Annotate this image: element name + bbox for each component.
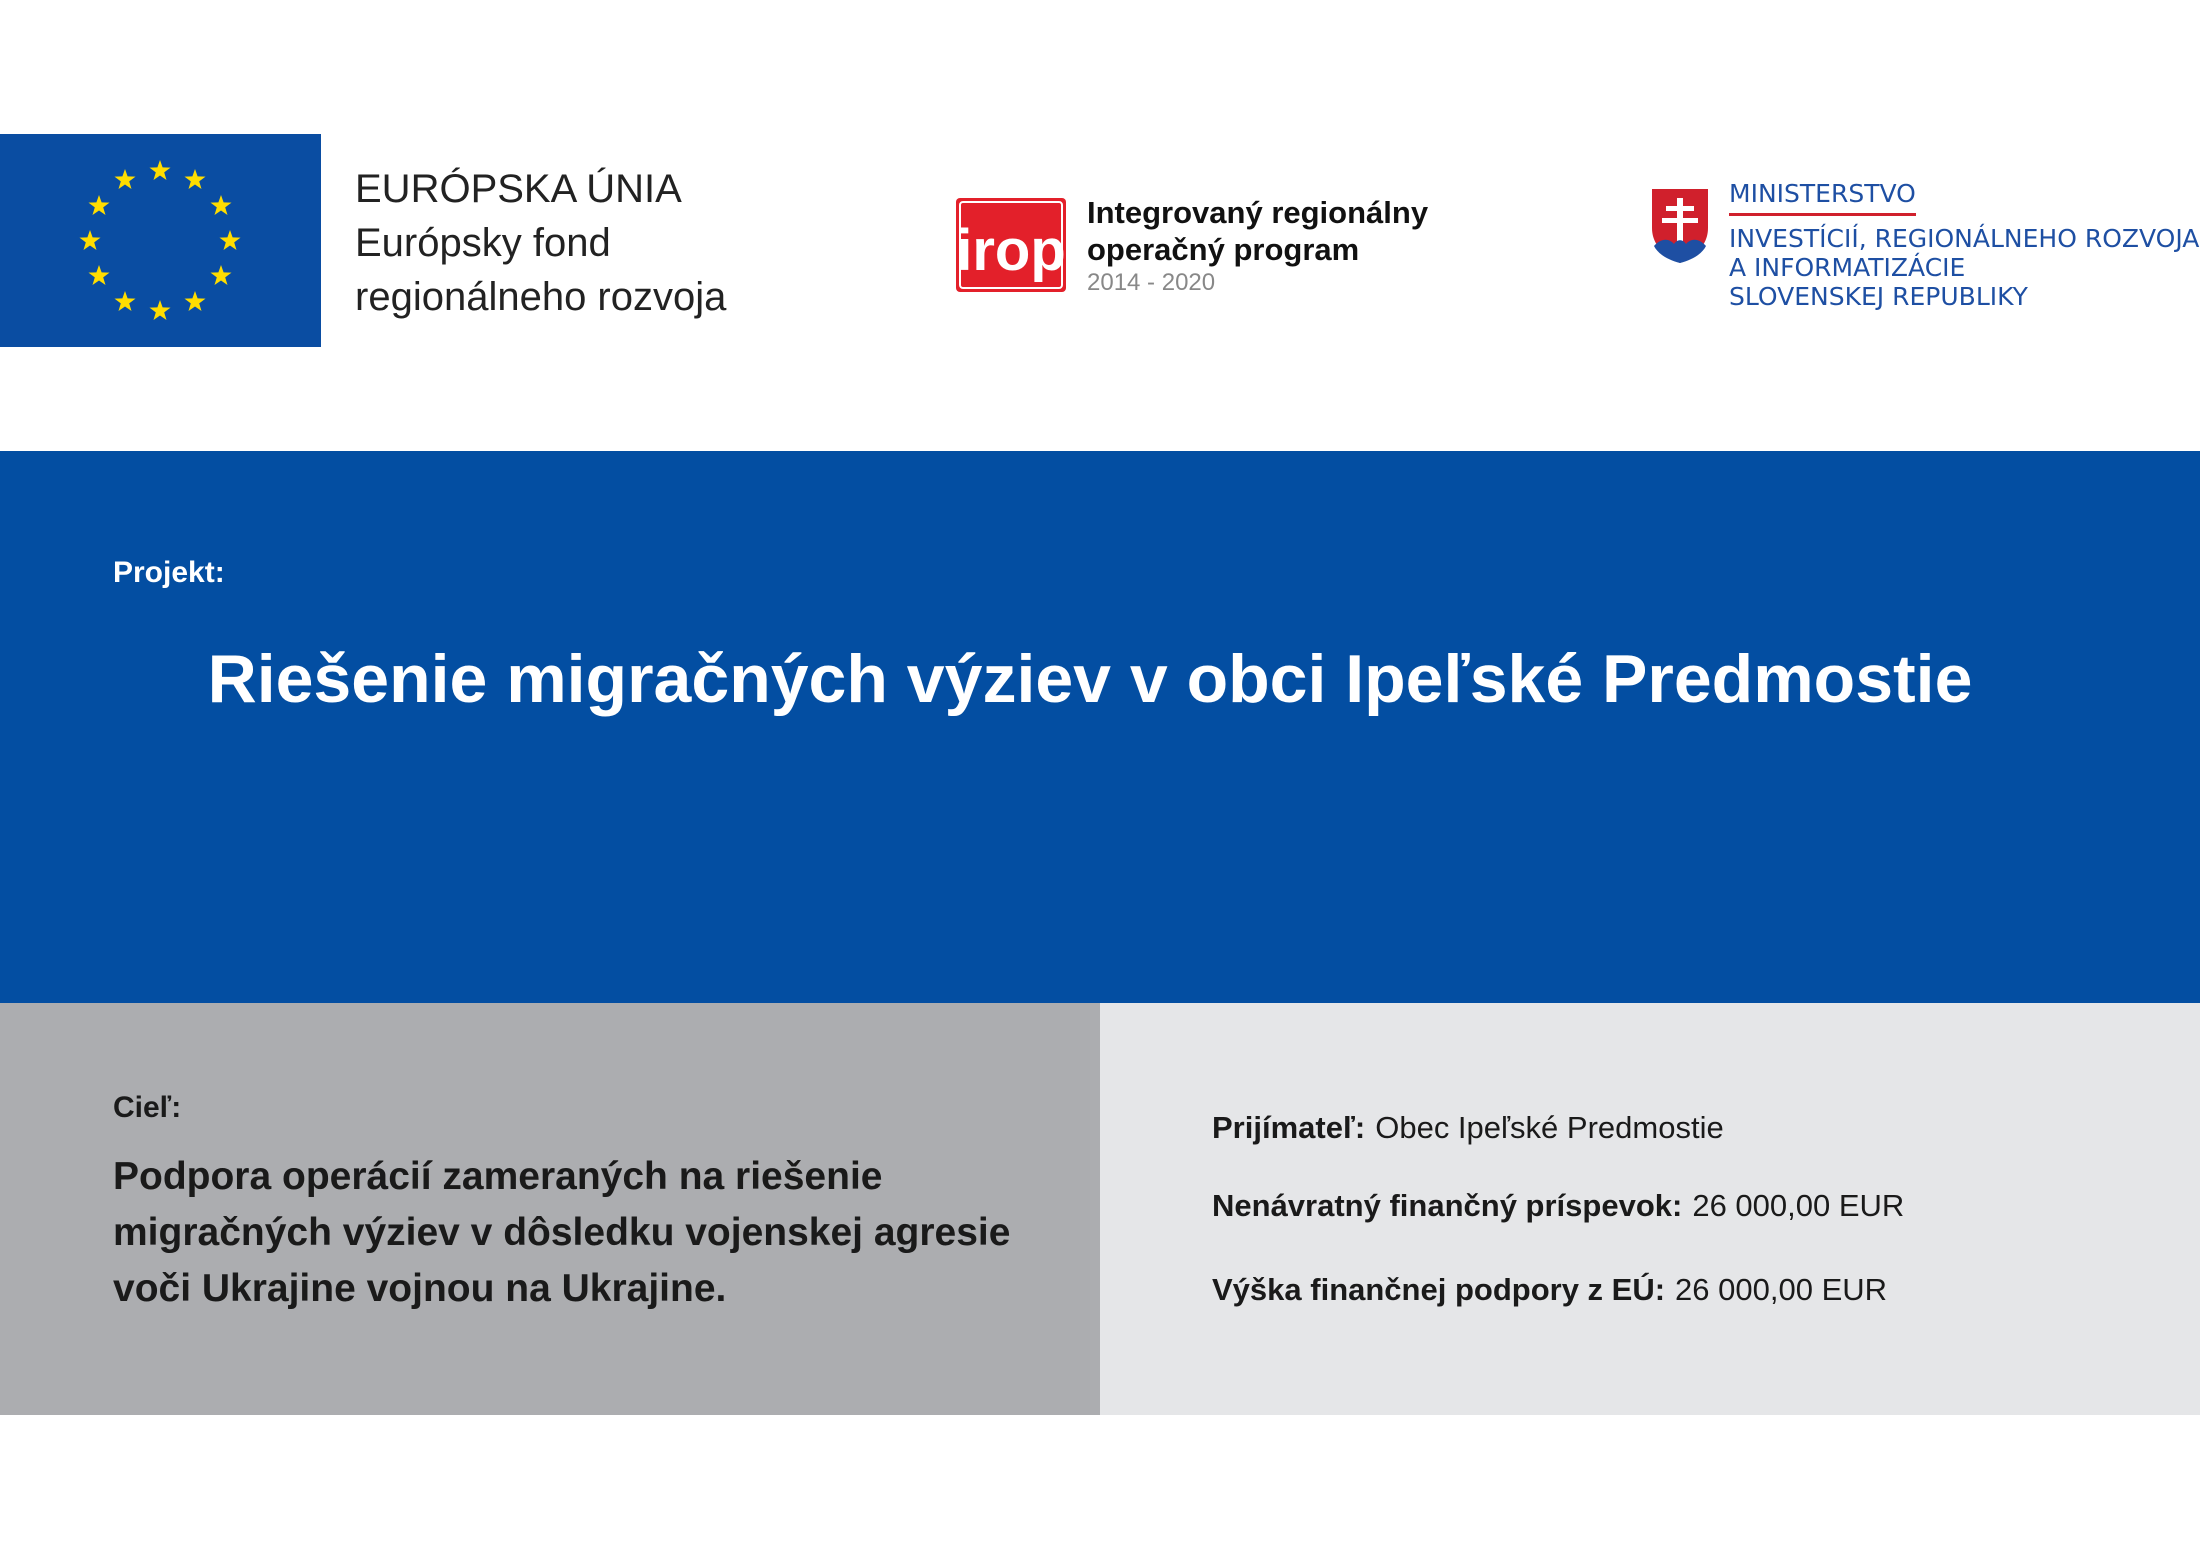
slovak-coat-of-arms-icon: [1647, 184, 1713, 268]
ministry-text: [1729, 179, 2199, 311]
irop-years: 2014 - 2020: [1087, 269, 1216, 296]
irop-line-1: Integrovaný regionálny: [1087, 195, 1429, 230]
irop-logo-icon: [956, 198, 1066, 292]
goal-label: Cieľ:: [113, 1091, 182, 1124]
project-title: Riešenie migračných výziev v obci Ipeľské Predmostie: [207, 641, 1973, 717]
eu-flag-logo: [0, 134, 321, 347]
eu-name: EURÓPSKA ÚNIA: [355, 167, 682, 211]
irop-logo-text: irop: [956, 218, 1066, 283]
eu-fund-text: [355, 162, 726, 324]
grant-row: [1212, 1188, 1904, 1224]
eu-support-row: [1212, 1272, 1887, 1308]
irop-program-text: [1087, 194, 1428, 298]
ministry-line-3: SLOVENSKEJ REPUBLIKY: [1729, 282, 2028, 311]
ministry-line-1: INVESTÍCIÍ, REGIONÁLNEHO ROZVOJA: [1729, 224, 2200, 253]
eu-fund-line-2: regionálneho rozvoja: [355, 275, 727, 319]
ministry-line-2: A INFORMATIZÁCIE: [1729, 253, 1966, 282]
eu-fund-line: Európsky fond: [355, 221, 611, 265]
recipient-row: [1212, 1110, 1724, 1146]
ministry-title: MINISTERSTVO: [1729, 179, 1916, 216]
recipient-value: Obec Ipeľské Predmostie: [1375, 1110, 1724, 1145]
irop-line-2: operačný program: [1087, 232, 1360, 267]
project-label: Projekt:: [113, 556, 225, 589]
eu-support-label: Výška finančnej podpory z EÚ:: [1212, 1272, 1666, 1307]
goal-text: Podpora operácií zameraných na riešenie migračných výziev v dôsledku vojenskej agresie voči Ukrajine vojnou na Ukrajine.: [113, 1155, 1011, 1310]
eu-stars-icon: [0, 134, 321, 347]
recipient-label: Prijímateľ:: [1212, 1110, 1366, 1145]
eu-support-value: 26 000,00 EUR: [1675, 1272, 1888, 1307]
grant-value: 26 000,00 EUR: [1692, 1188, 1905, 1223]
grant-label: Nenávratný finančný príspevok:: [1212, 1188, 1683, 1223]
